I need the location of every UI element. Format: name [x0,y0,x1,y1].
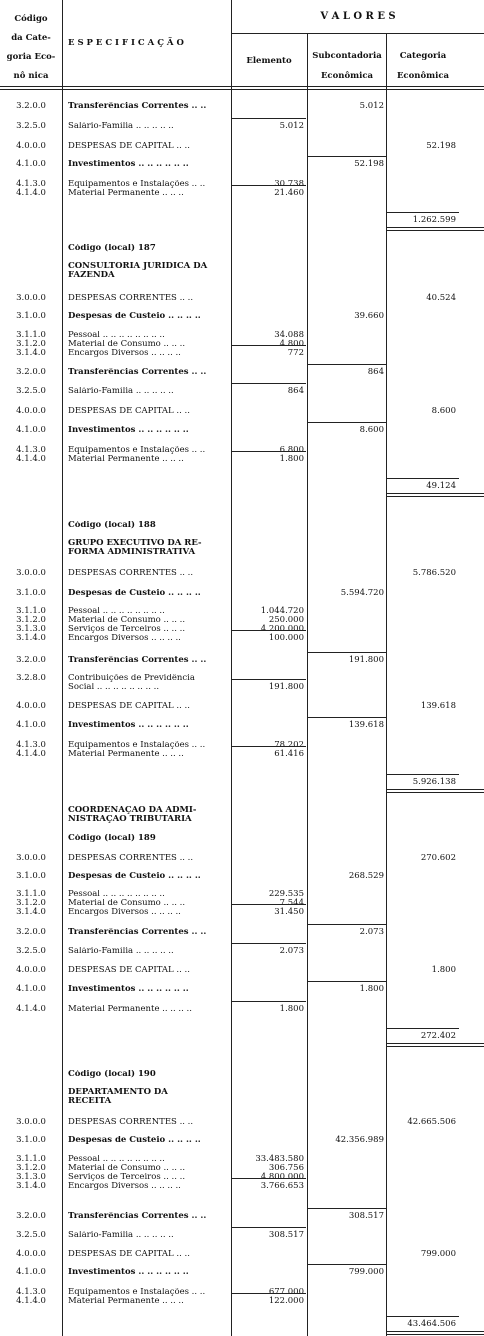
row-specification: Pessoal .. .. .. .. .. .. .. .. [68,607,165,616]
row-value-elem: 78.202 [274,740,304,750]
row-value-elem: 31.450 [274,907,304,917]
subtotal-rule [308,652,386,653]
row-code: 3.1.3.0 [16,1172,46,1182]
header-line: nô nica [13,71,49,81]
row-code: 3.1.0.0 [16,871,46,881]
row-specification: Código (local) 190 [68,1070,156,1079]
row-specification: Pessoal .. .. .. .. .. .. .. .. [68,331,165,340]
subtotal-rule [232,345,306,346]
row-value-elem: 1.044.720 [260,606,304,616]
row-code: 3.0.0.0 [16,568,46,578]
row-code: 4.1.4.0 [16,1296,46,1306]
row-specification: Código (local) 189 [68,834,156,843]
row-code: 4.1.4.0 [16,1004,46,1014]
spec-column-header: E S P E C I F I C A Ç Ã O [68,38,184,48]
row-specification: Encargos Diversos .. .. .. .. [68,1182,181,1191]
row-code: 3.2.5.0 [16,1230,46,1240]
subtotal-rule [232,630,306,631]
row-specification: Material de Consumo .. .. .. [68,1164,186,1173]
header-rule [0,89,484,90]
row-code: 3.1.2.0 [16,1163,46,1173]
row-value-sub: 308.517 [348,1211,384,1221]
row-value-cat: 43.464.506 [407,1319,456,1329]
header-rule [0,86,484,87]
row-value-sub: 8.600 [359,425,384,435]
column-divider [307,34,308,1336]
row-specification: Pessoal .. .. .. .. .. .. .. .. [68,890,165,899]
row-value-elem: 772 [287,348,304,358]
row-specification: Transferências Correntes .. .. [68,656,207,665]
total-rule [387,789,484,790]
row-code: 4.1.3.0 [16,740,46,750]
total-rule [387,496,484,497]
row-value-elem: 1.800 [279,1004,304,1014]
row-code: 3.2.5.0 [16,386,46,396]
row-value-elem: 191.800 [268,682,304,692]
row-value-cat: 1.262.599 [412,215,456,225]
total-rule [387,493,484,494]
subtotal-rule [232,746,306,747]
row-code: 4.1.3.0 [16,445,46,455]
row-value-sub: 5.012 [359,101,384,111]
header-line: goria Eco- [6,52,56,62]
row-code: 3.1.2.0 [16,339,46,349]
row-specification: DESPESAS DE CAPITAL .. .. [68,966,190,975]
row-code: 3.1.0.0 [16,311,46,321]
row-specification: Código (local) 188 [68,521,156,530]
row-specification: Salário-Família .. .. .. .. .. [68,387,174,396]
row-code: 3.0.0.0 [16,293,46,303]
row-value-elem: 100.000 [268,633,304,643]
row-specification: Investimentos .. .. .. .. .. .. [68,160,189,169]
subtotal-rule [308,717,386,718]
row-value-elem: 864 [287,386,304,396]
row-code: 3.1.0.0 [16,1135,46,1145]
row-specification: Salário-Família .. .. .. .. .. [68,1231,174,1240]
row-code: 4.0.0.0 [16,965,46,975]
subtotal-rule [387,1316,459,1317]
row-value-elem: 677.000 [268,1287,304,1297]
row-specification: Transferências Correntes .. .. [68,1212,207,1221]
row-specification: GRUPO EXECUTIVO DA RE- [68,539,202,548]
column-divider [62,0,63,1336]
subtotal-rule [232,1293,306,1294]
row-value-sub: 5.594.720 [340,588,384,598]
row-specification: Transferências Correntes .. .. [68,928,207,937]
row-value-sub: 191.800 [348,655,384,665]
row-value-elem: 33.483.580 [255,1154,304,1164]
row-code: 3.1.1.0 [16,889,46,899]
row-code: 4.0.0.0 [16,141,46,151]
subtotal-rule [232,679,306,680]
subtotal-rule [232,451,306,452]
row-specification: Código (local) 187 [68,244,156,253]
total-rule [387,1331,484,1332]
row-value-sub: 139.618 [348,720,384,730]
total-rule [387,1334,484,1335]
row-value-cat: 139.618 [420,701,456,711]
row-specification: Material Permanente .. .. .. [68,750,184,759]
elemento-header: Elemento [246,56,292,66]
row-specification: Transferências Correntes .. .. [68,368,207,377]
row-value-sub: 39.660 [354,311,384,321]
row-value-sub: 864 [367,367,384,377]
row-code: 4.1.0.0 [16,720,46,730]
row-value-elem: 2.073 [279,946,304,956]
header-line: Categoria [399,51,447,61]
row-code: 3.2.0.0 [16,367,46,377]
row-specification: Despesas de Custeio .. .. .. .. [68,872,201,881]
row-code: 3.1.2.0 [16,898,46,908]
row-code: 3.2.5.0 [16,946,46,956]
row-specification: FORMA ADMINISTRATIVA [68,548,196,557]
row-value-sub: 42.356.989 [335,1135,384,1145]
row-code: 4.1.3.0 [16,179,46,189]
subtotal-rule [308,981,386,982]
row-specification: Equipamentos e Instalações .. .. [68,180,206,189]
row-value-sub: 2.073 [359,927,384,937]
row-specification: CONSULTORIA JURIDICA DA [68,262,208,271]
row-specification: Encargos Diversos .. .. .. .. [68,634,181,643]
subtotal-rule [232,943,306,944]
row-code: 3.2.0.0 [16,101,46,111]
row-value-sub: 52.198 [354,159,384,169]
row-specification: RECEITA [68,1097,112,1106]
row-code: 3.1.1.0 [16,606,46,616]
row-specification: Material Permanente .. .. .. [68,455,184,464]
row-code: 4.1.4.0 [16,749,46,759]
row-value-cat: 42.665.506 [407,1117,456,1127]
row-code: 4.0.0.0 [16,1249,46,1259]
row-specification: DESPESAS DE CAPITAL .. .. [68,702,190,711]
subtotal-rule [232,904,306,905]
row-value-elem: 229.535 [268,889,304,899]
row-value-cat: 49.124 [426,481,456,491]
row-value-cat: 272.402 [420,1031,456,1041]
subcontadoria-header [308,46,386,86]
total-rule [387,792,484,793]
row-specification: DESPESAS CORRENTES .. .. [68,854,194,863]
header-line: Subcontadoria [312,51,382,61]
row-code: 3.2.5.0 [16,121,46,131]
subtotal-rule [387,212,459,213]
row-specification: Investimentos .. .. .. .. .. .. [68,1268,189,1277]
subtotal-rule [308,422,386,423]
row-code: 3.1.2.0 [16,615,46,625]
row-specification: Encargos Diversos .. .. .. .. [68,908,181,917]
subtotal-rule [308,1208,386,1209]
row-code: 4.1.0.0 [16,159,46,169]
row-specification: Serviços de Terceiros .. .. .. [68,625,186,634]
row-code: 3.1.4.0 [16,1181,46,1191]
subtotal-rule [232,1001,306,1002]
total-rule [387,1043,484,1044]
subtotal-rule [232,383,306,384]
subtotal-rule [232,118,306,119]
row-value-elem: 7.544 [279,898,304,908]
row-value-elem: 308.517 [268,1230,304,1240]
row-value-cat: 1.800 [431,965,456,975]
row-specification: DESPESAS DE CAPITAL .. .. [68,1250,190,1259]
row-specification: Material de Consumo .. .. .. [68,340,186,349]
subtotal-rule [232,1227,306,1228]
subtotal-rule [308,364,386,365]
row-specification: Despesas de Custeio .. .. .. .. [68,312,201,321]
row-specification: Equipamentos e Instalações .. .. [68,741,206,750]
row-specification: Despesas de Custeio .. .. .. .. [68,1136,201,1145]
total-rule [387,227,484,228]
row-specification: DESPESAS CORRENTES .. .. [68,294,194,303]
row-specification: Equipamentos e Instalações .. .. [68,446,206,455]
categoria-header [387,46,459,86]
row-specification: DEPARTAMENTO DA [68,1088,168,1097]
row-value-sub: 1.800 [359,984,384,994]
row-value-elem: 6.800 [279,445,304,455]
row-value-elem: 21.460 [274,188,304,198]
row-code: 3.1.3.0 [16,624,46,634]
row-value-elem: 4.200.000 [260,624,304,634]
header-line: Econômica [320,71,374,81]
row-code: 4.0.0.0 [16,406,46,416]
total-rule [387,230,484,231]
row-value-cat: 52.198 [426,141,456,151]
header-line: Econômica [396,71,450,81]
row-code: 4.1.3.0 [16,1287,46,1297]
row-code: 3.1.4.0 [16,907,46,917]
row-code: 4.1.0.0 [16,1267,46,1277]
row-specification: Pessoal .. .. .. .. .. .. .. .. [68,1155,165,1164]
row-code: 3.2.0.0 [16,1211,46,1221]
row-value-elem: 30.738 [274,179,304,189]
row-code: 4.0.0.0 [16,701,46,711]
row-value-elem: 4.800.000 [260,1172,304,1182]
header-rule [231,33,484,34]
subtotal-rule [232,185,306,186]
row-value-cat: 8.600 [431,406,456,416]
row-specification: Salário-Família .. .. .. .. .. [68,947,174,956]
row-specification: Salário-Família .. .. .. .. .. [68,122,174,131]
row-specification: Serviços de Terceiros .. .. .. [68,1173,186,1182]
total-rule [387,1046,484,1047]
row-code: 3.1.1.0 [16,330,46,340]
row-specification: Investimentos .. .. .. .. .. .. [68,426,189,435]
row-value-elem: 5.012 [279,121,304,131]
row-specification: Investimentos .. .. .. .. .. .. [68,985,189,994]
row-specification: Material de Consumo .. .. .. [68,616,186,625]
row-specification: NISTRAÇÃO TRIBUTARIA [68,815,192,824]
row-value-elem: 1.800 [279,454,304,464]
row-specification: DESPESAS CORRENTES .. .. [68,1118,194,1127]
row-specification: Equipamentos e Instalações .. .. [68,1288,206,1297]
code-column-header [2,10,60,86]
row-specification: Contribuições de Previdência [68,674,195,683]
row-value-elem: 306.756 [268,1163,304,1173]
row-code: 3.2.0.0 [16,655,46,665]
column-divider [231,0,232,1336]
subtotal-rule [387,478,459,479]
row-code: 3.1.4.0 [16,348,46,358]
row-value-sub: 799.000 [348,1267,384,1277]
row-value-cat: 5.786.520 [412,568,456,578]
row-value-cat: 40.524 [426,293,456,303]
row-specification: Transferências Correntes .. .. [68,102,207,111]
row-code: 3.1.4.0 [16,633,46,643]
row-specification: COORDENAÇÃO DA ADMI- [68,806,197,815]
row-value-sub: 268.529 [348,871,384,881]
row-specification: FAZENDA [68,271,115,280]
row-code: 4.1.4.0 [16,188,46,198]
row-code: 4.1.0.0 [16,984,46,994]
row-value-cat: 5.926.138 [412,777,456,787]
row-specification: DESPESAS DE CAPITAL .. .. [68,407,190,416]
row-code: 3.1.1.0 [16,1154,46,1164]
row-code: 3.0.0.0 [16,853,46,863]
row-value-elem: 3.766.653 [260,1181,304,1191]
row-specification: Material Permanente .. .. .. [68,1297,184,1306]
row-value-elem: 34.088 [274,330,304,340]
row-code: 4.1.4.0 [16,454,46,464]
row-specification: DESPESAS DE CAPITAL .. .. [68,142,190,151]
subtotal-rule [308,1264,386,1265]
row-specification: Despesas de Custeio .. .. .. .. [68,589,201,598]
row-specification: Material de Consumo .. .. .. [68,899,186,908]
row-specification: DESPESAS CORRENTES .. .. [68,569,194,578]
valores-header: V A L O R E S [320,11,396,22]
row-code: 3.1.0.0 [16,588,46,598]
row-code: 3.0.0.0 [16,1117,46,1127]
row-specification: Material Permanente .. .. .. .. [68,1005,192,1014]
row-specification: Investimentos .. .. .. .. .. .. [68,721,189,730]
row-specification: Encargos Diversos .. .. .. .. [68,349,181,358]
row-code: 3.2.8.0 [16,673,46,683]
subtotal-rule [387,774,459,775]
header-line: da Cate- [11,33,51,43]
row-value-elem: 61.416 [274,749,304,759]
row-value-elem: 250.000 [268,615,304,625]
subtotal-rule [308,924,386,925]
row-value-elem: 122.000 [268,1296,304,1306]
header-line: Código [14,14,48,24]
row-specification: Material Permanente .. .. .. [68,189,184,198]
row-value-cat: 799.000 [420,1249,456,1259]
row-code: 4.1.0.0 [16,425,46,435]
row-value-cat: 270.602 [420,853,456,863]
row-value-elem: 4.800 [279,339,304,349]
row-code: 3.2.0.0 [16,927,46,937]
subtotal-rule [387,1028,459,1029]
row-specification: Social .. .. .. .. .. .. .. .. [68,683,160,692]
subtotal-rule [308,156,386,157]
subtotal-rule [232,1178,306,1179]
